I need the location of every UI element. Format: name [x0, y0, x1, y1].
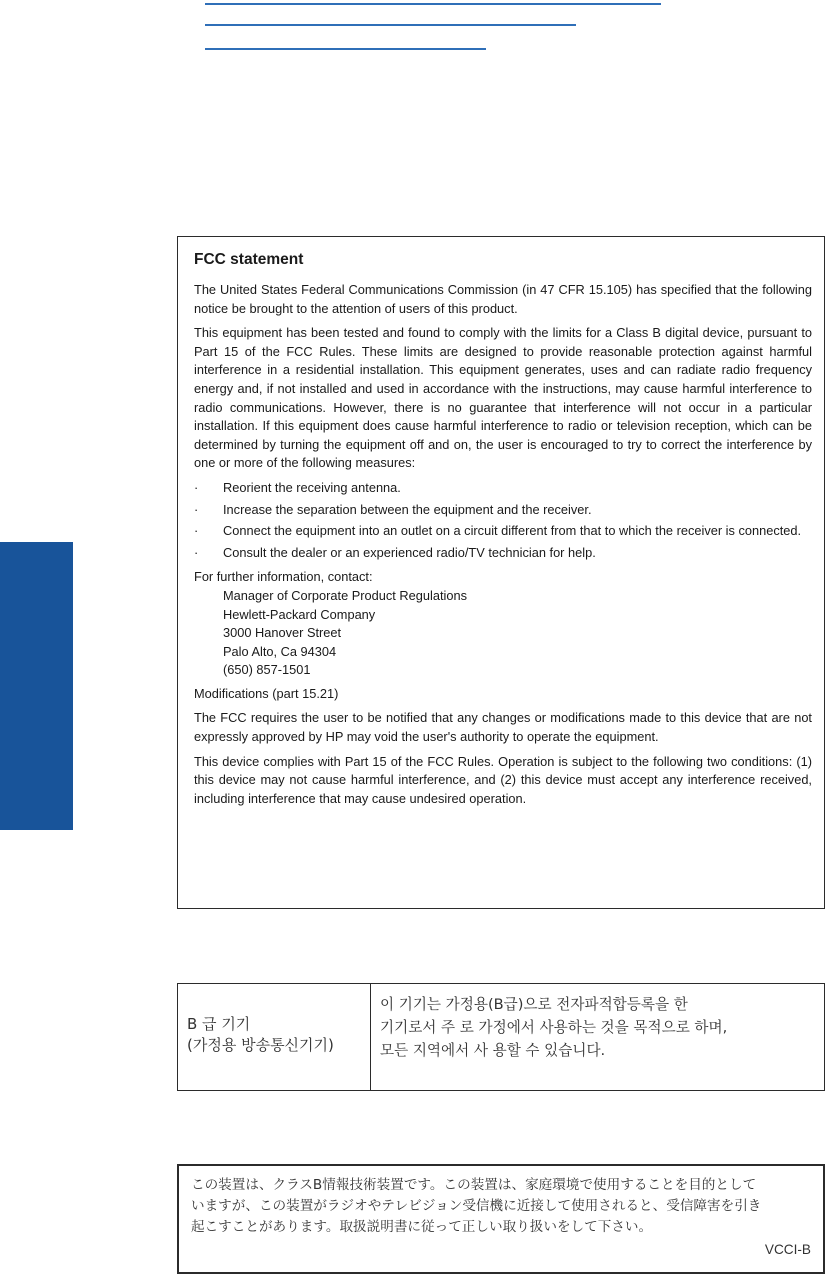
measure-text: Reorient the receiving antenna.: [223, 479, 401, 495]
modifications-text: The FCC requires the user to be notified that any changes or modifications made to this device that are not expressly approved by HP may void the user's authority to operate the equipment.: [194, 710, 812, 745]
korean-label-line: B 급 기기: [187, 1015, 251, 1033]
list-item: [194, 501, 812, 520]
bullet: ·: [194, 501, 199, 517]
japanese-text-line: いますが、この装置がラジオやテレビジョン受信機に近接して使用されると、受信障害を引き: [191, 1198, 762, 1214]
toc-link-2[interactable]: [205, 24, 576, 26]
contact-address: [194, 587, 812, 680]
korean-text-line: 이 기기는 가정용(B급)으로 전자파적합등록을 한: [380, 996, 688, 1013]
fcc-body: This equipment has been tested and found to comply with the limits for a Class B digital device, pursuant to Part 15 of the FCC Rules. These limits are designed to provide reasonable protection against harmful interference in a residential installation. This equipment generates, uses and can radiate radio frequency energy and, if not installed and used in accordance with the instructions, may cause harmful interference to radio communications. However, there is no guarantee that interference will not occur in a particular installation. If this equipment does cause harmful interference to radio or television reception, which can be determined by turning the equipment off and on, the user is encouraged to try to correct the interference by one or more of the following measures:: [194, 325, 812, 471]
bullet: ·: [194, 544, 199, 560]
toc-link-3[interactable]: [205, 48, 486, 50]
bullet: ·: [194, 479, 199, 495]
contact-line: Hewlett-Packard Company: [223, 606, 376, 622]
korean-table-text: [371, 984, 824, 1090]
korean-table-label: [178, 984, 371, 1090]
contact-line: Manager of Corporate Product Regulations: [223, 587, 467, 603]
korean-text-line: 기기로서 주 로 가정에서 사용하는 것을 목적으로 하며,: [380, 1019, 728, 1036]
fcc-statement-box: [177, 236, 825, 909]
contact-line: Palo Alto, Ca 94304: [223, 643, 337, 659]
list-item: [194, 544, 812, 563]
japanese-text-line: この装置は、クラスB情報技術装置です。この装置は、家庭環境で使用することを目的として: [191, 1177, 757, 1193]
korean-label-line: (가정용 방송통신기기): [187, 1036, 334, 1054]
chapter-side-tab: [0, 542, 73, 830]
bullet: ·: [194, 523, 199, 539]
contact-line: (650) 857-1501: [223, 662, 311, 678]
measure-text: Increase the separation between the equipment and the receiver.: [223, 501, 592, 517]
korean-class-b-table: [177, 983, 825, 1091]
contact-intro: For further information, contact:: [194, 569, 373, 585]
toc-link-1[interactable]: [205, 3, 661, 5]
list-item: [194, 522, 812, 541]
compliance-text: This device complies with Part 15 of the FCC Rules. Operation is subject to the following two conditions: (1) this device may not cause harmful interference, and (2) this device must accept any interference received, including interference that may cause undesired operation.: [194, 753, 812, 806]
contact-line: 3000 Hanover Street: [223, 625, 342, 641]
list-item: [194, 479, 812, 498]
measure-text: Consult the dealer or an experienced radio/TV technician for help.: [223, 544, 596, 560]
japanese-vcci-box: [177, 1164, 825, 1274]
fcc-measures-list: [194, 479, 812, 562]
fcc-title: FCC statement: [194, 251, 304, 268]
fcc-intro: The United States Federal Communications Commission (in 47 CFR 15.105) has specified that the following notice be brought to the attention of users of this product.: [194, 282, 812, 316]
vcci-mark: VCCI-B: [764, 1242, 811, 1257]
measure-text: Connect the equipment into an outlet on a circuit different from that to which the receiver is connected.: [223, 523, 802, 539]
korean-text-line: 모든 지역에서 사 용할 수 있습니다.: [380, 1042, 606, 1059]
modifications-heading: Modifications (part 15.21): [194, 685, 339, 701]
japanese-text-line: 起こすことがあります。取扱説明書に従って正しい取り扱いをして下さい。: [191, 1219, 653, 1235]
